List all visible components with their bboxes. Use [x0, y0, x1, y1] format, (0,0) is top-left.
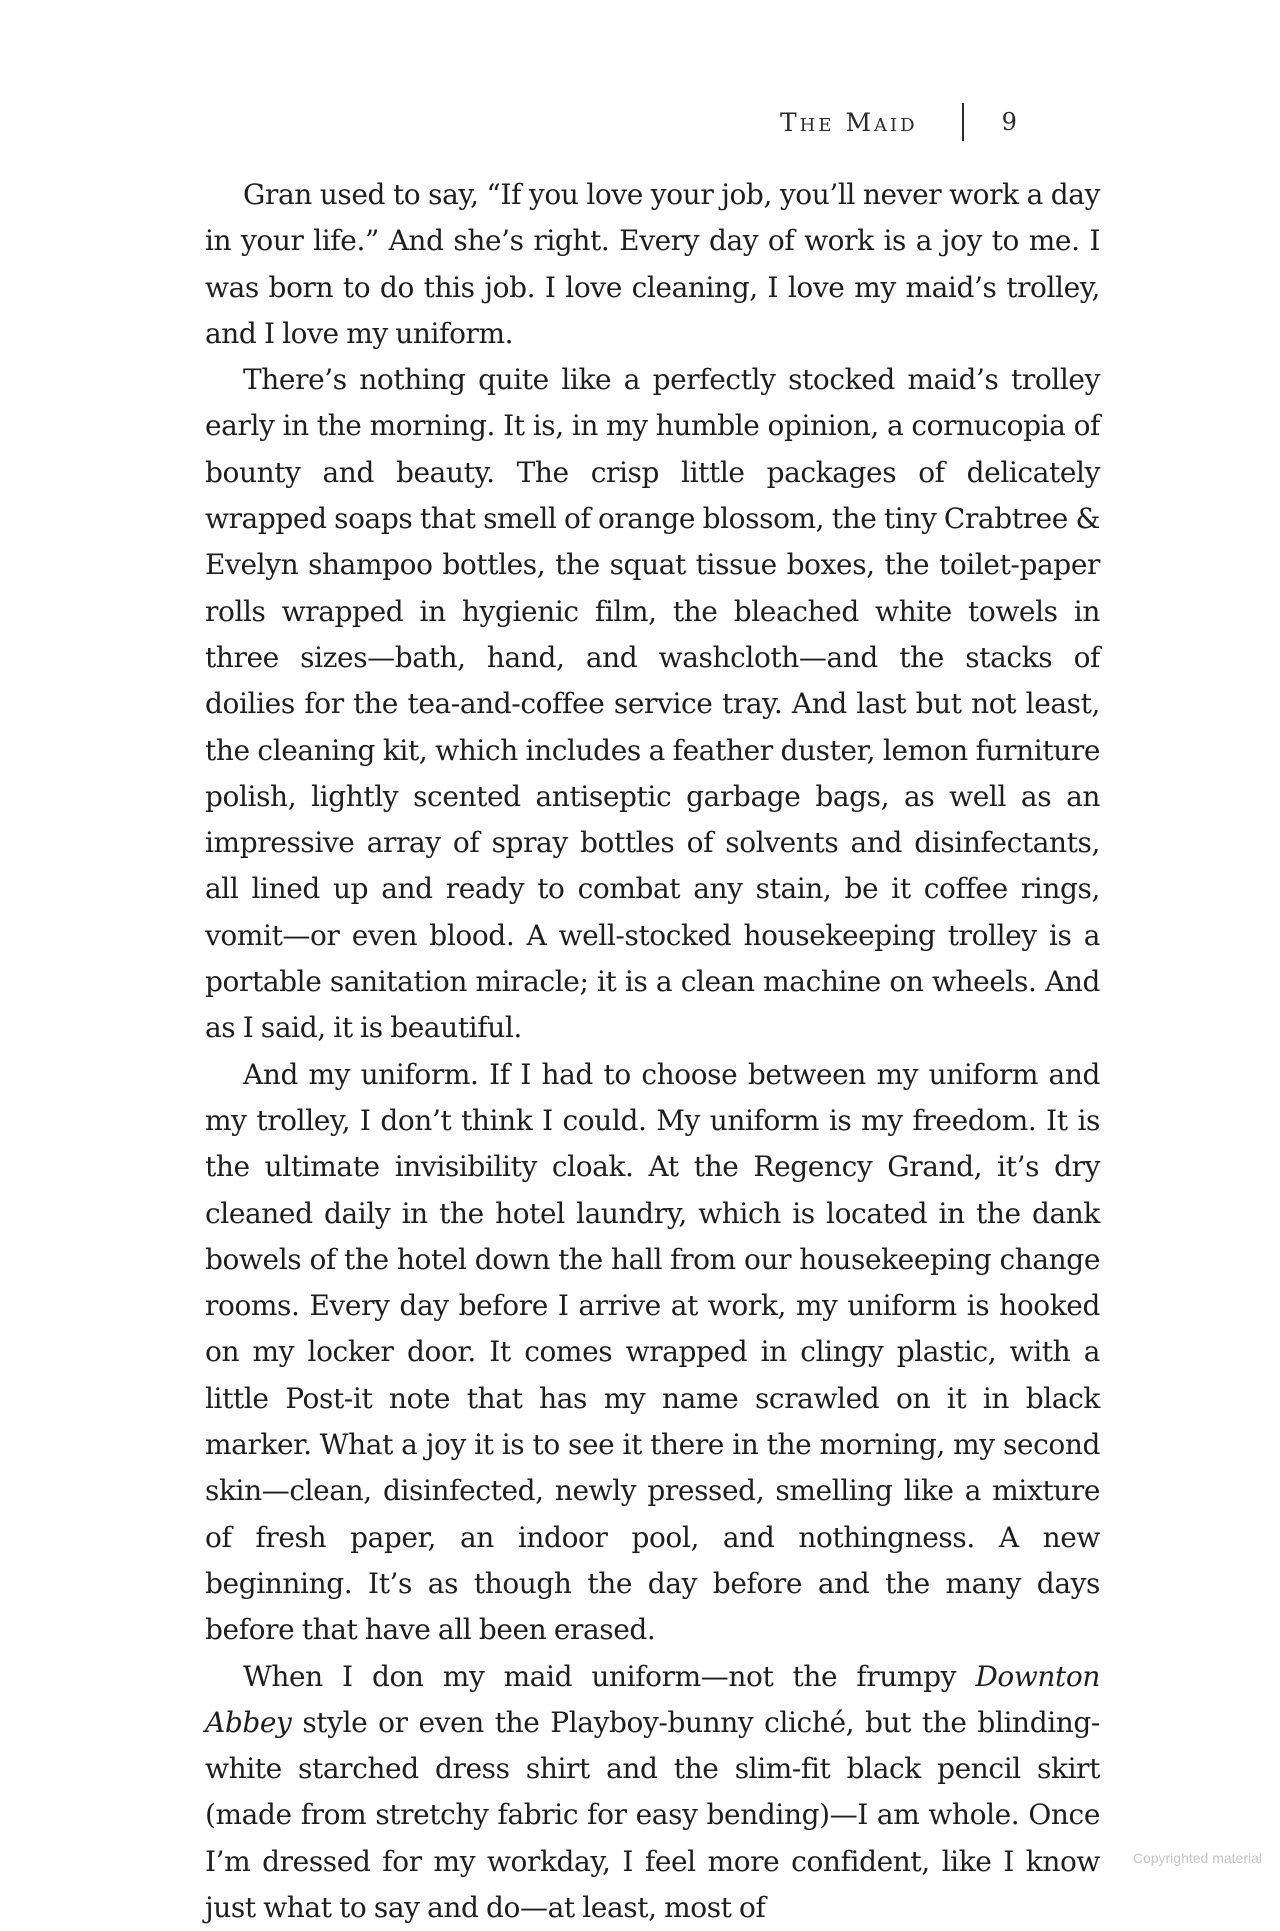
italic-title: Downton Abbey — [205, 1660, 1100, 1739]
copyright-watermark: Copyrighted material — [1133, 1850, 1262, 1866]
running-head-divider — [962, 103, 964, 141]
paragraph-4 — [205, 1654, 1100, 1931]
paragraph-3: And my uniform. If I had to choose between my uniform and my trolley, I don’t think I could. My uniform is my freedom. It is the ultimate invisibility cloak. At the Regency Grand, it’s dry cleaned daily in the hotel laundry, which is located in the dank bowels of the hotel down the hall from our housekeeping change rooms. Every day before I arrive at work, my uniform is hooked on my locker door. It comes wrapped in clingy plastic, with a little Post-it note that has my name scrawled on it in black marker. What a joy it is to see it there in the morning, my second skin—clean, disinfected, newly pressed, smelling like a mixture of fresh paper, an indoor pool, and nothingness. A new beginning. It’s as though the day before and the many days before that have all been erased. — [205, 1052, 1100, 1654]
paragraph-4-rest: style or even the Playboy-bunny cliché, but the blinding-white starched dress shirt and the slim-fit black pencil skirt (made from stretchy fabric for easy bending)—I am whole. Once I’m dressed for my workday, I feel more confident, like I know just what to say and do—at least, most of — [205, 1706, 1100, 1924]
paragraph-4-lead: When I don my maid uniform—not the frumpy — [243, 1660, 975, 1693]
body-text — [205, 172, 1100, 1931]
page-number: 9 — [1002, 108, 1017, 136]
paragraph-1: Gran used to say, “If you love your job, you’ll never work a day in your life.” And she’s right. Every day of work is a joy to me. I was born to do this job. I love cleaning, I love my maid’s trolley, and I love my uniform. — [205, 172, 1100, 357]
running-head-title: The Maid — [780, 108, 918, 137]
paragraph-2: There’s nothing quite like a perfectly stocked maid’s trolley early in the morning. It is, in my humble opinion, a cornucopia of bounty and beauty. The crisp little packages of delicately wrapped soaps that smell of orange blossom, the tiny Crabtree & Evelyn shampoo bottles, the squat tissue boxes, the toilet-paper rolls wrapped in hygienic film, the bleached white towels in three sizes—bath, hand, and washcloth—and the stacks of doilies for the tea-and-coffee service tray. And last but not least, the cleaning kit, which includes a feather duster, lemon furniture polish, lightly scented antiseptic garbage bags, as well as an impressive array of spray bottles of solvents and disinfectants, all lined up and ready to combat any stain, be it coffee rings, vomit—or even blood. A well-stocked housekeeping trolley is a portable sanitation miracle; it is a clean machine on wheels. And as I said, it is beautiful. — [205, 357, 1100, 1051]
running-head — [780, 102, 1017, 142]
